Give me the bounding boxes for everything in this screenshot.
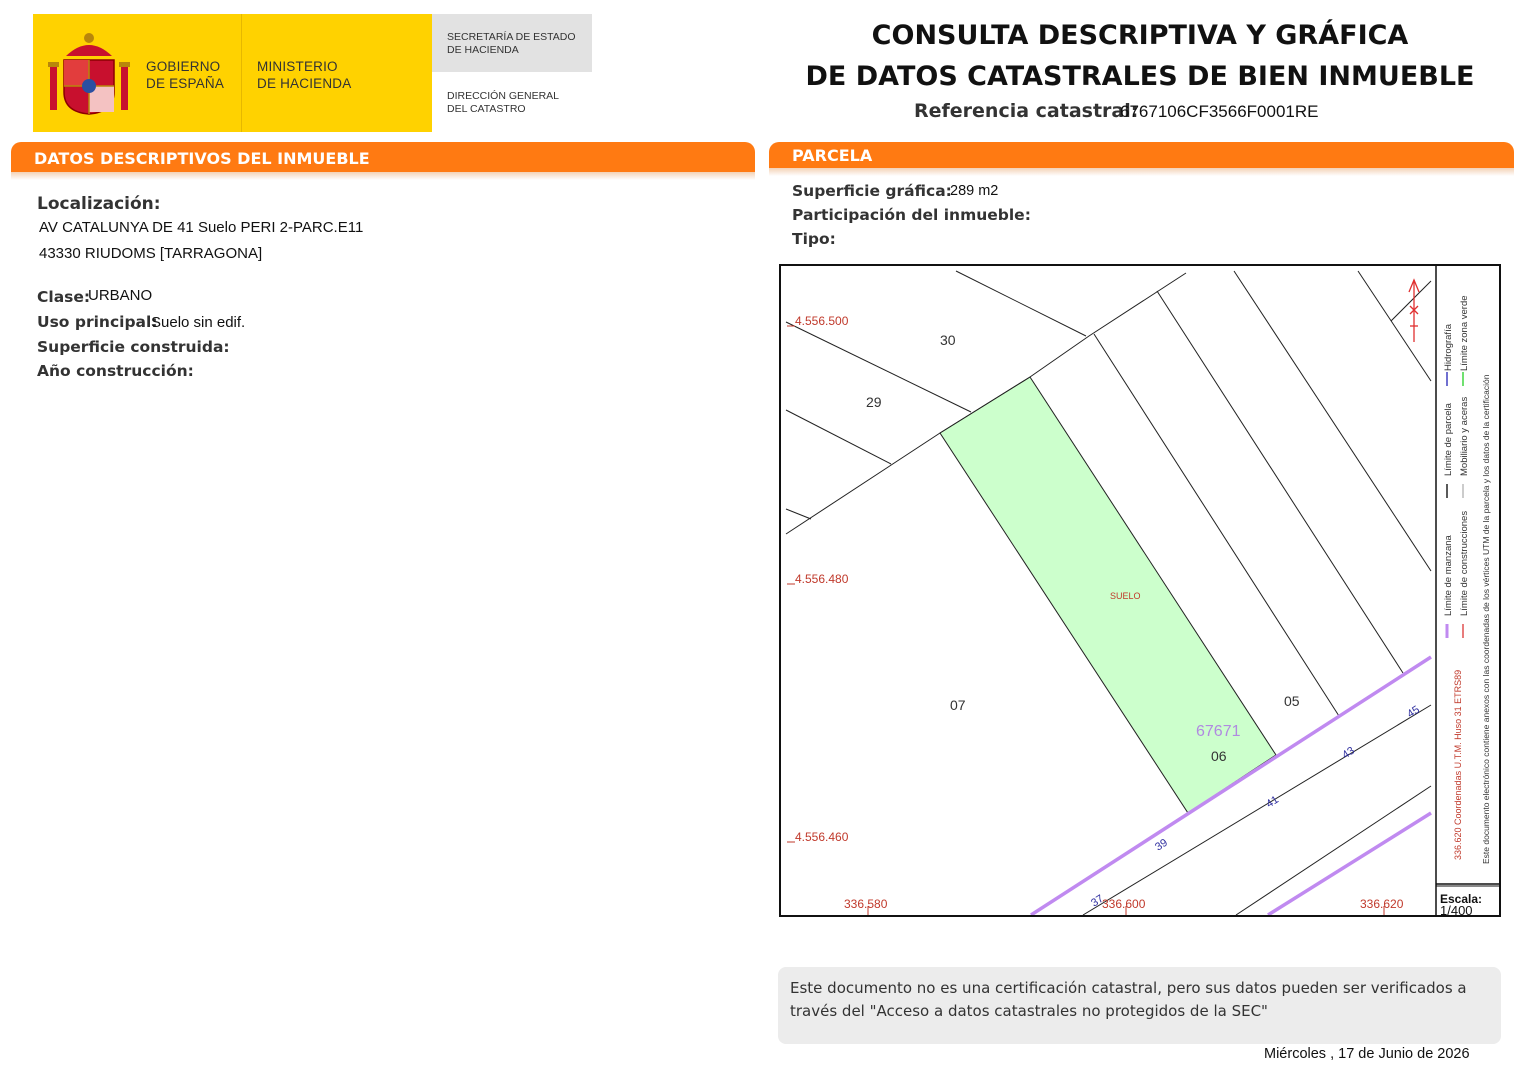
superficie-grafica-label: Superficie gráfica: bbox=[792, 182, 952, 200]
svg-text:Hidrografía: Hidrografía bbox=[1443, 324, 1454, 371]
localizacion-label: Localización: bbox=[37, 194, 161, 214]
svg-text:Mobiliario y aceras: Mobiliario y aceras bbox=[1459, 396, 1470, 476]
verification-note: Este documento no es una certificación catastral, pero sus datos pueden ser verificados a través del "Acceso a datos catastrales no protegidos de la SEC" bbox=[778, 967, 1501, 1044]
superficie-grafica-value: 289 m2 bbox=[950, 183, 999, 199]
ref-value: 6767106CF3566F0001RE bbox=[1120, 102, 1319, 121]
clase-value: URBANO bbox=[88, 287, 153, 304]
y-coord-1: 4.556.500 bbox=[795, 314, 849, 328]
anio-construccion-label: Año construcción: bbox=[37, 362, 194, 380]
tipo-label: Tipo: bbox=[792, 230, 836, 248]
street-number: 37 bbox=[1089, 892, 1106, 910]
x-coord-3: 336.620 bbox=[1360, 897, 1404, 911]
direccion-general-text: DIRECCIÓN GENERAL DEL CATASTRO bbox=[447, 90, 560, 115]
x-coord-1: 336.580 bbox=[844, 897, 888, 911]
svg-text:Límite zona verde: Límite zona verde bbox=[1459, 295, 1470, 371]
utm-annex-note: Este documento electrónico contiene anexos con las coordenadas de los vértices UTM de la parcela y los datos de la certificación bbox=[1481, 374, 1491, 864]
svg-text:Límite de manzana: Límite de manzana bbox=[1443, 535, 1454, 616]
parcel-use-label: SUELO bbox=[1110, 591, 1141, 601]
logo-divider bbox=[241, 14, 242, 132]
section-bar-parcela: PARCELA bbox=[769, 142, 1514, 168]
parcel-number: 05 bbox=[1284, 693, 1300, 709]
block-number: 67671 bbox=[1196, 723, 1241, 740]
scale-value: 1/400 bbox=[1440, 903, 1473, 915]
svg-text:Límite de construcciones: Límite de construcciones bbox=[1459, 510, 1470, 616]
section-bar-descriptivos: DATOS DESCRIPTIVOS DEL INMUEBLE bbox=[11, 142, 755, 172]
gobierno-de-espana-text: GOBIERNO DE ESPAÑA bbox=[146, 59, 225, 91]
y-coord-3: 4.556.460 bbox=[795, 830, 849, 844]
map-drawing bbox=[781, 266, 1499, 915]
street-number: 41 bbox=[1264, 793, 1281, 811]
map-legend bbox=[1443, 295, 1491, 864]
parcel-number: 07 bbox=[950, 697, 966, 713]
street-number: 39 bbox=[1153, 836, 1170, 854]
street-number: 43 bbox=[1340, 744, 1357, 762]
utm-coords-note: 336.620 Coordenadas U.T.M. Huso 31 ETRS89 bbox=[1453, 669, 1463, 860]
y-coord-2: 4.556.480 bbox=[795, 572, 849, 586]
cadastral-map bbox=[779, 264, 1501, 917]
ministerio-hacienda-text: MINISTERIO DE HACIENDA bbox=[257, 59, 352, 91]
parcel-number-selected: 06 bbox=[1211, 748, 1227, 764]
parcel-number: 29 bbox=[866, 394, 882, 410]
clase-label: Clase: bbox=[37, 288, 91, 306]
coat-of-arms-icon bbox=[48, 26, 130, 118]
document-date: Miércoles , 17 de Junio de 2026 bbox=[1264, 1046, 1470, 1062]
x-coord-2: 336.600 bbox=[1102, 897, 1146, 911]
svg-text:Límite de parcela: Límite de parcela bbox=[1443, 403, 1454, 476]
uso-value: Suelo sin edif. bbox=[151, 314, 246, 331]
address-line-2: 43330 RIUDOMS [TARRAGONA] bbox=[39, 245, 263, 262]
address-line-1: AV CATALUNYA DE 41 Suelo PERI 2-PARC.E11 bbox=[39, 219, 364, 236]
street-number: 45 bbox=[1405, 703, 1422, 721]
parcel-number: 30 bbox=[940, 332, 956, 348]
scale-label: Escala: bbox=[1440, 892, 1483, 906]
ref-label: Referencia catastral: bbox=[914, 100, 1139, 122]
north-arrow-icon bbox=[1409, 280, 1419, 342]
uso-label: Uso principal: bbox=[37, 313, 158, 331]
participacion-label: Participación del inmueble: bbox=[792, 206, 1031, 224]
secretaria-text: SECRETARÍA DE ESTADO DE HACIENDA bbox=[447, 31, 576, 56]
page-title: CONSULTA DESCRIPTIVA Y GRÁFICA DE DATOS CATASTRALES DE BIEN INMUEBLE bbox=[805, 20, 1475, 92]
superficie-construida-label: Superficie construida: bbox=[37, 338, 230, 356]
